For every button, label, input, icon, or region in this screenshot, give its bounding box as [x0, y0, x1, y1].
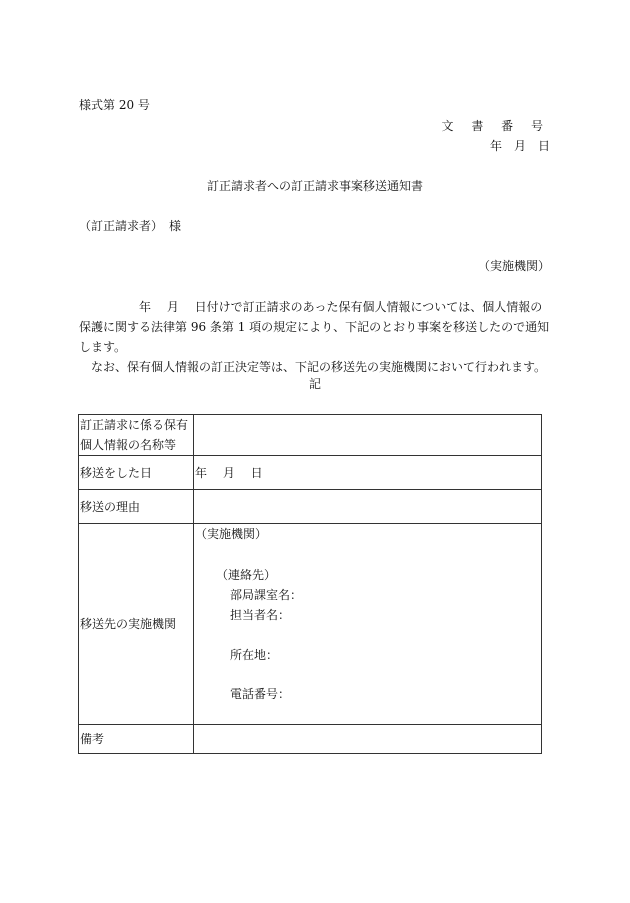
- notice-body: [79, 297, 551, 377]
- table-row: [79, 524, 542, 725]
- table-row: [79, 456, 542, 490]
- document-title: 訂正請求者への訂正請求事案移送通知書: [206, 179, 423, 193]
- label-remarks: 備考: [79, 725, 194, 754]
- label-personal-info-name: 訂正請求に係る保有個人情報の名称等: [79, 415, 194, 456]
- value-transfer-date: 年 月 日: [194, 456, 542, 490]
- notice-paragraph-1: 年 月 日付けで訂正請求のあった保有個人情報については、個人情報の保護に関する法律第 96 条第 1 項の規定により、下記のとおり事案を移送したので通知します。: [79, 300, 550, 354]
- value-remarks: [194, 725, 542, 754]
- table-row: [79, 490, 542, 524]
- addressee-line: （訂正請求者） 様: [79, 219, 182, 233]
- person-label: 担当者名：: [230, 608, 291, 622]
- value-transfer-reason: [194, 490, 542, 524]
- document-date-label: 年 月 日: [489, 139, 550, 153]
- form-number: 様式第 20 号: [79, 98, 150, 112]
- notice-paragraph-2: なお、保有個人情報の訂正決定等は、下記の移送先の実施機関において行われます。: [79, 360, 547, 374]
- contact-label: （連絡先）: [216, 568, 277, 582]
- document-number-label: 文 書 番 号: [441, 119, 550, 133]
- value-destination-agency: [194, 524, 542, 725]
- sender-agency: （実施機関）: [477, 259, 550, 273]
- phone-label: 電話番号：: [230, 687, 291, 701]
- department-label: 部局課室名：: [230, 588, 303, 602]
- label-transfer-reason: 移送の理由: [79, 490, 194, 524]
- ki-heading: 記: [308, 377, 321, 391]
- label-transfer-date: 移送をした日: [79, 456, 194, 490]
- table-row: [79, 725, 542, 754]
- address-label: 所在地：: [230, 648, 279, 662]
- label-destination-agency: 移送先の実施機関: [79, 524, 194, 725]
- table-row: [79, 415, 542, 456]
- value-personal-info-name: [194, 415, 542, 456]
- transfer-info-table: [78, 414, 542, 754]
- agency-name-label: （実施機関）: [195, 527, 268, 541]
